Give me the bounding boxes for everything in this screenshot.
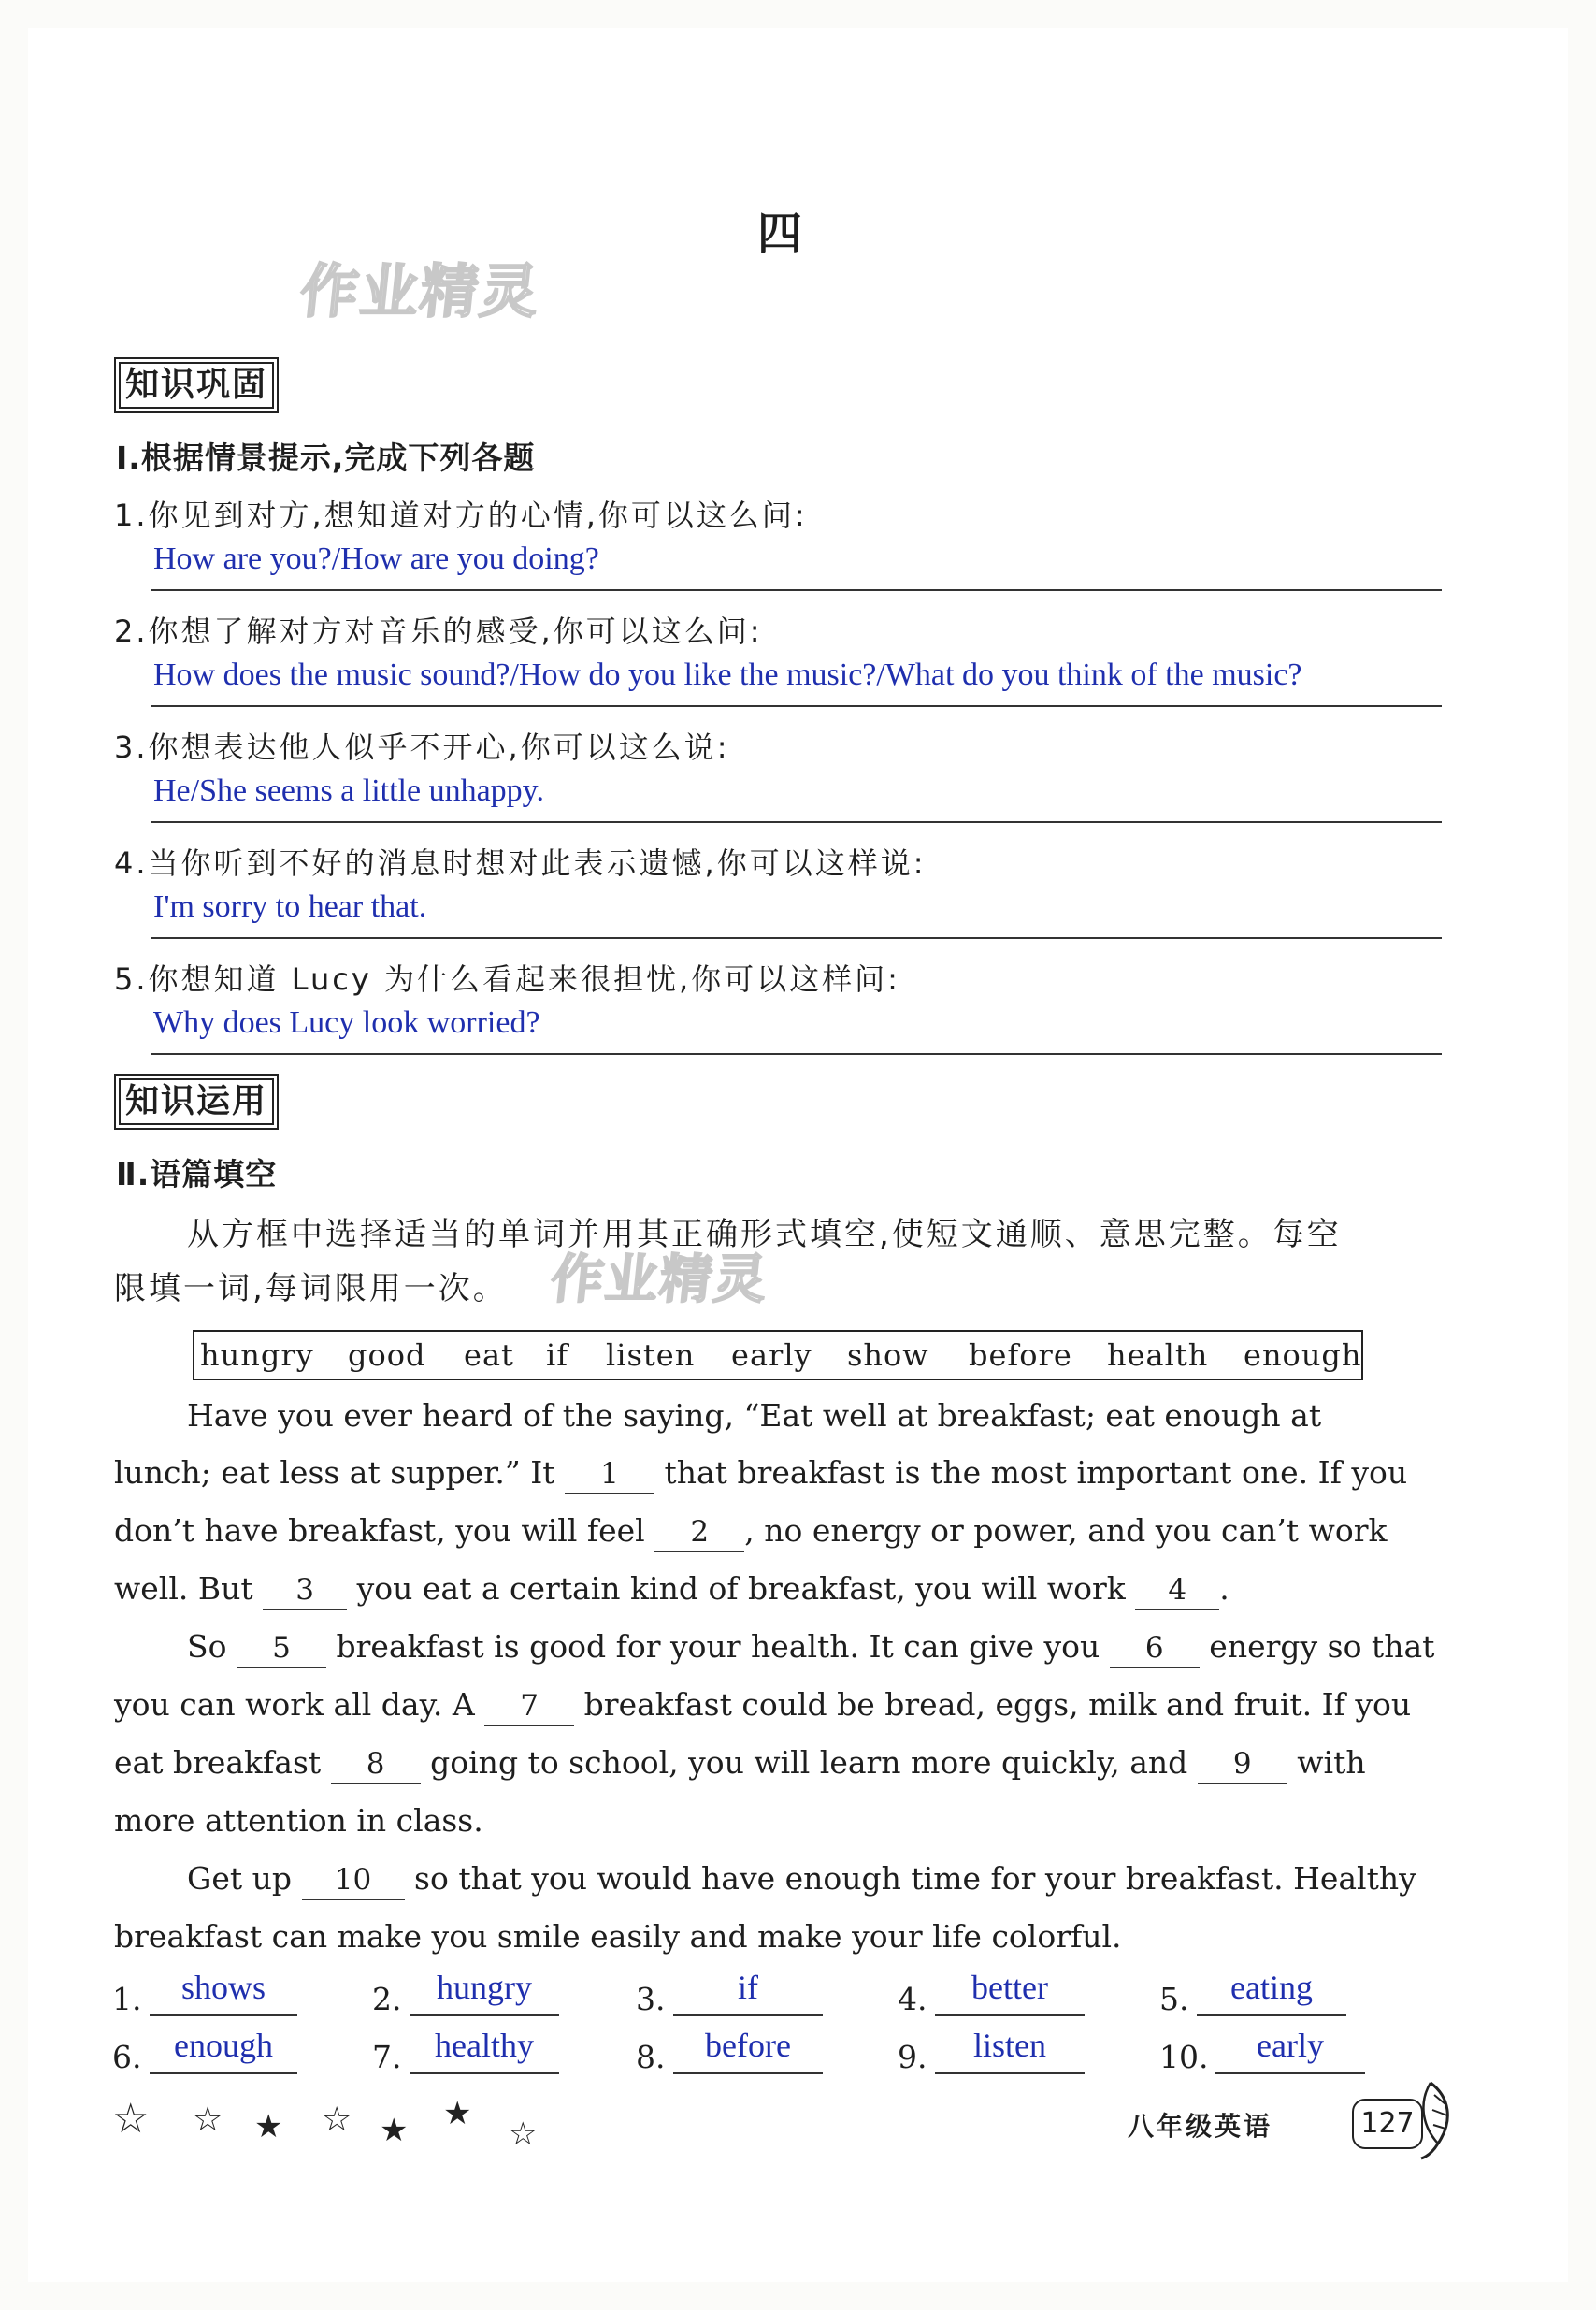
watermark: 作业精灵 bbox=[548, 1249, 771, 1310]
blank: 7 bbox=[484, 1686, 574, 1726]
word-option: show bbox=[847, 1337, 929, 1373]
watermark: 作业精灵 bbox=[296, 257, 544, 325]
answer-number: 9. bbox=[898, 2039, 927, 2075]
answer-blank: healthy bbox=[410, 2026, 559, 2074]
section-heading-application: 知识运用 bbox=[114, 1074, 279, 1130]
answer-blank: listen bbox=[935, 2026, 1085, 2074]
instruction-line-1: 从方框中选择适当的单词并用其正确形式填空,使短文通顺、意思完整。每空 bbox=[187, 1216, 1342, 1253]
answer-1: How are you?/How are you doing? bbox=[153, 541, 599, 576]
answer-number: 4. bbox=[898, 1981, 927, 2017]
answer-blank: early bbox=[1215, 2026, 1365, 2074]
star-icon: ☆ bbox=[193, 2101, 223, 2139]
star-icon: ☆ bbox=[112, 2095, 150, 2143]
answer-3: He/She seems a little unhappy. bbox=[153, 773, 544, 808]
word-option: listen bbox=[606, 1337, 696, 1373]
answer-number: 3. bbox=[636, 1981, 666, 2017]
question-3: 3.你想表达他人似乎不开心,你可以这么说: bbox=[114, 729, 730, 765]
answer-number: 5. bbox=[1159, 1981, 1189, 2017]
answer-number: 10. bbox=[1159, 2039, 1209, 2075]
instruction-line-2: 限填一词,每词限用一次。 bbox=[114, 1270, 508, 1307]
answer-number: 2. bbox=[372, 1981, 402, 2017]
answer-line bbox=[151, 589, 1442, 591]
passage-line: breakfast can make you smile easily and make your life colorful. bbox=[114, 1918, 1122, 1955]
star-icon: ★ bbox=[443, 2095, 472, 2132]
answer-5: Why does Lucy look worried? bbox=[153, 1005, 540, 1040]
section-title-2: Ⅱ.语篇填空 bbox=[116, 1156, 278, 1192]
passage-line: lunch; eat less at supper.” It 1 that breakfast is the most important one. If you bbox=[114, 1454, 1407, 1494]
answer-4: I'm sorry to hear that. bbox=[153, 889, 427, 924]
passage-line: more attention in class. bbox=[114, 1802, 483, 1839]
word-option: hungry bbox=[200, 1337, 314, 1373]
answer-blank: enough bbox=[150, 2026, 297, 2074]
question-1: 1.你见到对方,想知道对方的心情,你可以这么问: bbox=[114, 498, 808, 533]
blank: 9 bbox=[1198, 1744, 1287, 1784]
blank: 8 bbox=[331, 1744, 421, 1784]
word-option: if bbox=[546, 1337, 569, 1373]
star-icon: ☆ bbox=[509, 2115, 538, 2153]
answer-blank: before bbox=[673, 2026, 823, 2074]
leaf-icon bbox=[1402, 2078, 1459, 2162]
answer-line bbox=[151, 821, 1442, 823]
answer-blank: better bbox=[935, 1968, 1085, 2016]
chapter-number: 四 bbox=[757, 208, 803, 260]
word-option: before bbox=[969, 1337, 1072, 1373]
answer-blank: eating bbox=[1197, 1968, 1346, 2016]
blank: 4 bbox=[1135, 1570, 1219, 1610]
star-icon: ☆ bbox=[322, 2101, 352, 2139]
word-option: early bbox=[731, 1337, 812, 1373]
question-4: 4.当你听到不好的消息时想对此表示遗憾,你可以这样说: bbox=[114, 845, 927, 881]
section-heading-consolidation: 知识巩固 bbox=[114, 357, 279, 413]
star-icon: ★ bbox=[380, 2112, 409, 2149]
blank: 3 bbox=[263, 1570, 347, 1610]
answer-line bbox=[151, 937, 1442, 939]
answer-number: 1. bbox=[112, 1981, 142, 2017]
answer-2: How does the music sound?/How do you like the music?/What do you think of the music? bbox=[153, 657, 1302, 692]
passage-line: don’t have breakfast, you will feel 2 , no energy or power, and you can’t work bbox=[114, 1512, 1388, 1552]
word-option: good bbox=[348, 1337, 426, 1373]
passage-line: Have you ever heard of the saying, “Eat well at breakfast; eat enough at bbox=[187, 1397, 1322, 1434]
passage-line: you can work all day. A 7 breakfast could be bread, eggs, milk and fruit. If you bbox=[114, 1686, 1411, 1726]
answer-number: 8. bbox=[636, 2039, 666, 2075]
answer-line bbox=[151, 705, 1442, 707]
blank: 6 bbox=[1110, 1628, 1200, 1668]
answer-line bbox=[151, 1053, 1442, 1055]
word-option: eat bbox=[464, 1337, 514, 1373]
passage-line: well. But 3 you eat a certain kind of breakfast, you will work 4 . bbox=[114, 1570, 1229, 1610]
star-icon: ★ bbox=[254, 2108, 283, 2145]
blank: 5 bbox=[237, 1628, 326, 1668]
answer-blank: hungry bbox=[410, 1968, 559, 2016]
word-box bbox=[193, 1330, 1363, 1380]
passage-line: So 5 breakfast is good for your health. It can give you 6 energy so that bbox=[187, 1628, 1434, 1668]
page-number: 127 bbox=[1352, 2099, 1423, 2149]
blank: 2 bbox=[654, 1512, 744, 1552]
question-5: 5.你想知道 Lucy 为什么看起来很担忧,你可以这样问: bbox=[114, 961, 900, 997]
passage-line: eat breakfast 8 going to school, you will learn more quickly, and 9 with bbox=[114, 1744, 1366, 1784]
blank: 10 bbox=[302, 1860, 405, 1900]
section-title-1: Ⅰ.根据情景提示,完成下列各题 bbox=[116, 440, 536, 476]
word-option: enough bbox=[1244, 1337, 1362, 1373]
footer-label: 八年级英语 bbox=[1128, 2111, 1273, 2142]
answer-number: 7. bbox=[372, 2039, 402, 2075]
answer-blank: shows bbox=[150, 1968, 297, 2016]
passage-line: Get up 10 so that you would have enough time for your breakfast. Healthy bbox=[187, 1860, 1416, 1900]
word-option: health bbox=[1107, 1337, 1209, 1373]
answer-number: 6. bbox=[112, 2039, 142, 2075]
answer-blank: if bbox=[673, 1968, 823, 2016]
question-2: 2.你想了解对方对音乐的感受,你可以这么问: bbox=[114, 614, 763, 649]
blank: 1 bbox=[565, 1454, 654, 1494]
